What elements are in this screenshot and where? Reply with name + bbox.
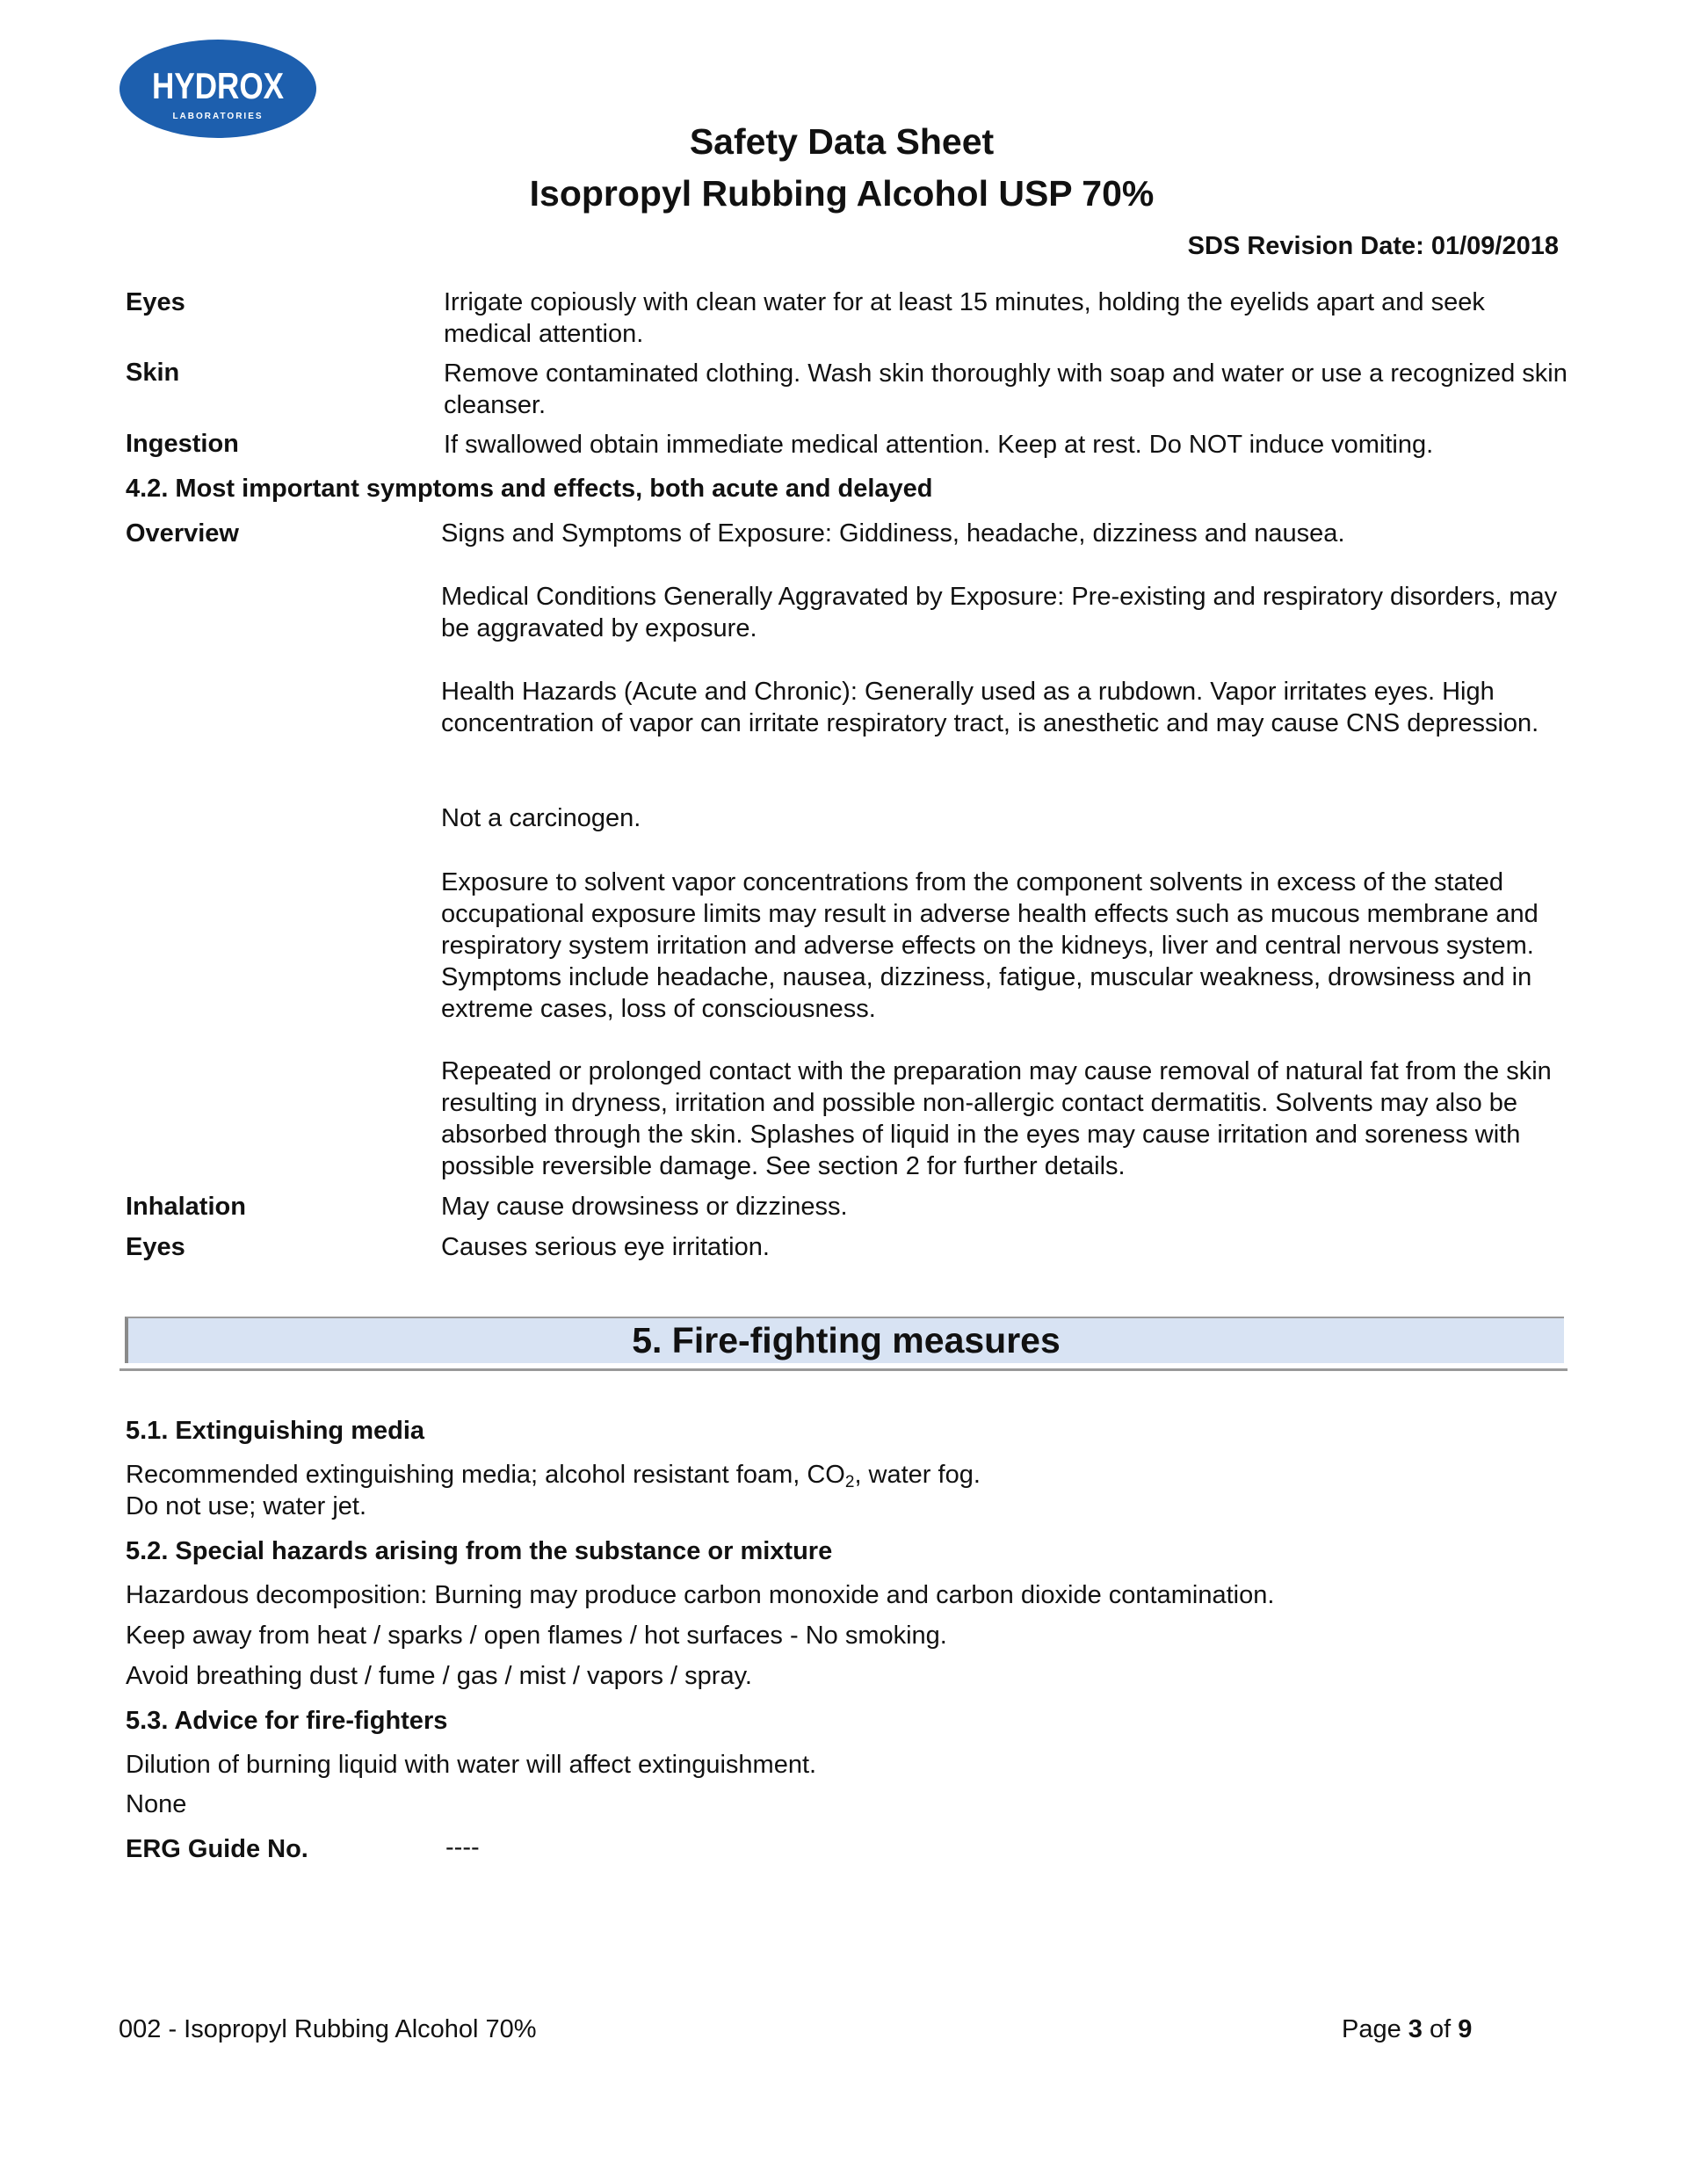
section-5-banner-fill	[125, 1317, 1564, 1363]
page-current: 3	[1408, 2015, 1423, 2043]
section-5-banner	[119, 1310, 1568, 1371]
revision-date: SDS Revision Date: 01/09/2018	[1187, 232, 1559, 260]
label-ingestion: Ingestion	[126, 430, 239, 458]
page-total: 9	[1458, 2015, 1473, 2043]
document-title: Safety Data Sheet	[689, 121, 995, 162]
extinguishing-text-end: , water fog.	[854, 1461, 981, 1489]
value-inhalation: May cause drowsiness or dizziness.	[441, 1193, 848, 1221]
footer-document: 002 - Isopropyl Rubbing Alcohol 70%	[119, 2015, 537, 2043]
overview-p5: Exposure to solvent vapor concentrations from the component solvents in excess of the stated occupational exposure limits may result in adverse health effects such as mucous membrane and respiratory system irritation and adverse effects on the kidneys, liver and central nervous system. Symptoms include headache, nausea, dizziness, fatigue, muscular weakness, drowsiness and in extreme cases, loss of consciousness.	[441, 868, 1539, 1023]
hazard-line-3: Avoid breathing dust / fume / gas / mist / vapors / spray.	[126, 1662, 752, 1690]
label-eyes: Eyes	[126, 288, 185, 316]
do-not-use-line: Do not use; water jet.	[126, 1492, 367, 1520]
extinguishing-text: Recommended extinguishing media; alcohol resistant foam, CO	[126, 1461, 845, 1489]
overview-p2: Medical Conditions Generally Aggravated by Exposure: Pre-existing and respiratory disorders, may be aggravated by exposure.	[441, 583, 1558, 642]
heading-5-1: 5.1. Extinguishing media	[126, 1417, 425, 1445]
extinguishing-media-line	[126, 1461, 981, 1490]
co2-subscript: 2	[844, 1473, 855, 1491]
heading-4-2: 4.2. Most important symptoms and effects, both acute and delayed	[126, 475, 933, 503]
value-ingestion: If swallowed obtain immediate medical attention. Keep at rest. Do NOT induce vomiting.	[444, 431, 1434, 459]
label-eyes-2: Eyes	[126, 1233, 185, 1261]
erg-label: ERG Guide No.	[126, 1835, 308, 1863]
advice-line-2: None	[126, 1790, 187, 1818]
value-eyes-2: Causes serious eye irritation.	[441, 1233, 770, 1261]
logo-brand: HYDROX	[152, 65, 284, 106]
footer-page-number	[1342, 2015, 1472, 2044]
overview-p1: Signs and Symptoms of Exposure: Giddiness, headache, dizziness and nausea.	[441, 519, 1345, 548]
hazard-line-2: Keep away from heat / sparks / open flames / hot surfaces - No smoking.	[126, 1622, 947, 1650]
product-name: Isopropyl Rubbing Alcohol USP 70%	[529, 173, 1155, 214]
page-prefix: Page	[1342, 2015, 1408, 2043]
overview-p3: Health Hazards (Acute and Chronic): Generally used as a rubdown. Vapor irritates eyes. High concentration of vapor can irritate respiratory tract, is anesthetic and may cause CNS depression.	[441, 678, 1539, 737]
logo-subtitle: LABORATORIES	[172, 112, 264, 121]
section-5-title: 5. Fire-fighting measures	[632, 1320, 1061, 1360]
heading-5-2: 5.2. Special hazards arising from the substance or mixture	[126, 1537, 833, 1565]
overview-p4: Not a carcinogen.	[441, 804, 641, 832]
heading-5-3: 5.3. Advice for fire-fighters	[126, 1707, 448, 1735]
advice-line-1: Dilution of burning liquid with water will affect extinguishment.	[126, 1751, 817, 1779]
value-eyes: Irrigate copiously with clean water for at least 15 minutes, holding the eyelids apart and seek medical attention.	[444, 288, 1485, 348]
label-inhalation: Inhalation	[126, 1193, 246, 1221]
hazard-line-1: Hazardous decomposition: Burning may produce carbon monoxide and carbon dioxide contamination.	[126, 1581, 1275, 1609]
erg-value: ----	[445, 1833, 480, 1861]
page-of: of	[1422, 2015, 1459, 2043]
label-skin: Skin	[126, 359, 180, 387]
overview-p6: Repeated or prolonged contact with the preparation may cause removal of natural fat from the skin resulting in dryness, irritation and possible non-allergic contact dermatitis. Solvents may also be absorbed through the skin. Splashes of liquid in the eyes may cause irritation and soreness with possible reversible damage. See section 2 for further details.	[441, 1057, 1552, 1180]
value-skin: Remove contaminated clothing. Wash skin thoroughly with soap and water or use a recognized skin cleanser.	[444, 359, 1568, 419]
label-overview: Overview	[126, 519, 239, 548]
